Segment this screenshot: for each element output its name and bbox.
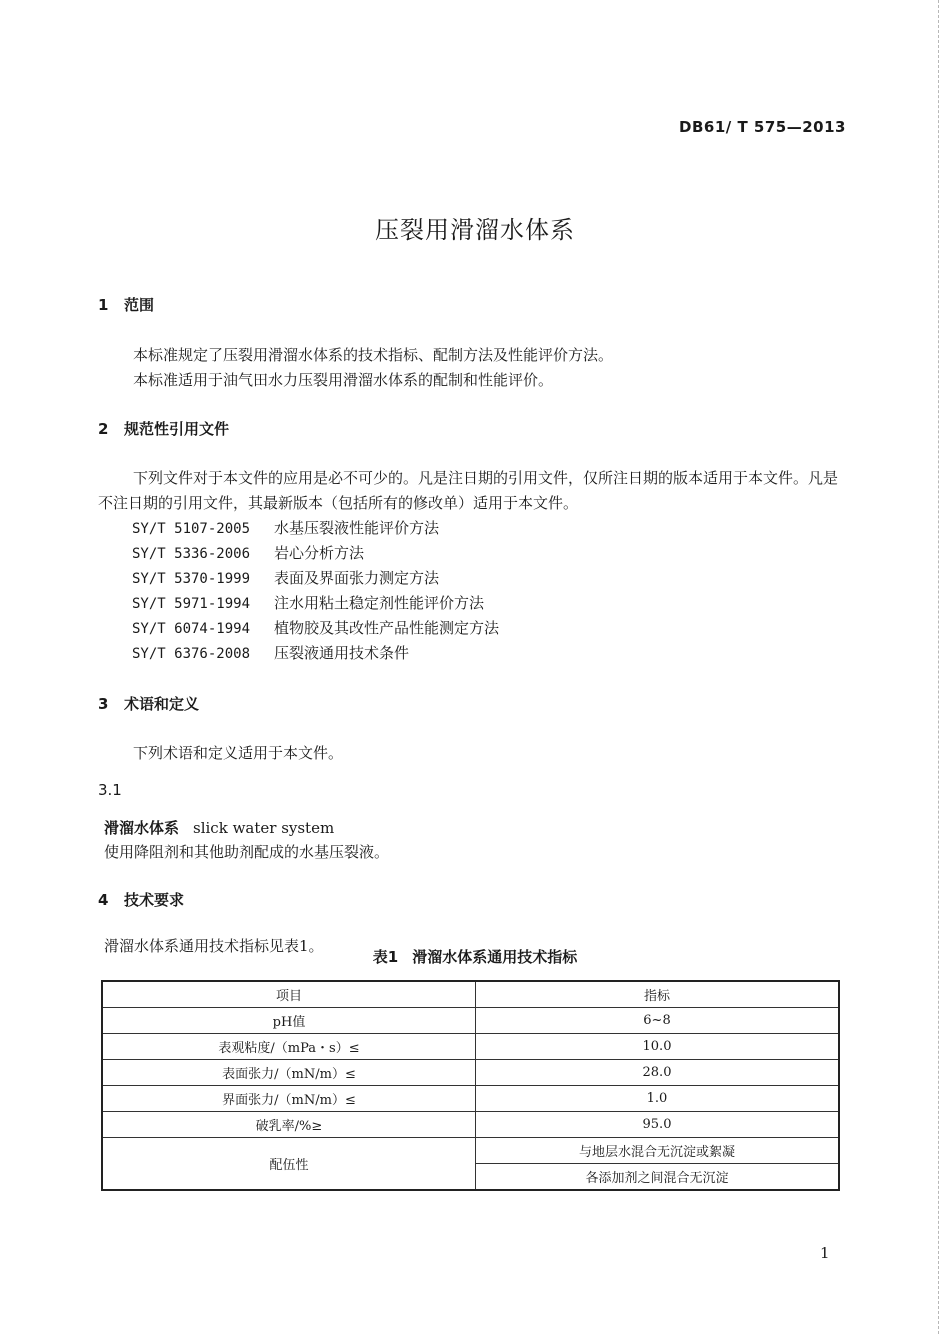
table-cell-value: 6~8 [476,1008,840,1034]
technical-specification-table [101,980,840,1191]
reference-code: SY/T 5370-1999 [132,571,251,587]
subclause-number: 3.1 [98,781,122,799]
scan-edge-artifact [938,0,942,1334]
reference-item [132,566,499,591]
technical-requirements-intro: 滑溜水体系通用技术指标见表1。 [104,937,324,955]
table-row [102,1034,839,1060]
reference-item [132,641,499,666]
section-4-heading [98,889,184,910]
reference-item [132,591,499,616]
reference-title: 岩心分析方法 [274,544,365,562]
section-title: 术语和定义 [124,695,200,713]
table-cell-item: 表面张力/（mN/m）≤ [102,1060,476,1086]
page-number: 1 [820,1244,830,1262]
reference-title: 植物胶及其改性产品性能测定方法 [274,619,500,637]
scope-paragraph-2: 本标准适用于油气田水力压裂用滑溜水体系的配制和性能评价。 [133,371,554,389]
table-row [102,1060,839,1086]
section-title: 范围 [124,296,155,314]
table-cell-value: 10.0 [476,1034,840,1060]
table-cell-item: 破乳率/%≥ [102,1112,476,1138]
table-cell-item: pH值 [102,1008,476,1034]
table-row [102,1086,839,1112]
reference-code: SY/T 5971-1994 [132,596,251,612]
section-number: 4 [98,891,109,909]
section-number: 1 [98,296,109,314]
normative-references-intro: 下列文件对于本文件的应用是必不可少的。凡是注日期的引用文件，仅所注日期的版本适用于本文件。凡是不注日期的引用文件，其最新版本（包括所有的修改单）适用于本文件。 [98,469,839,512]
table-cell-value: 95.0 [476,1112,840,1138]
terms-intro: 下列术语和定义适用于本文件。 [133,744,344,762]
reference-code: SY/T 5107-2005 [132,521,251,537]
reference-item [132,616,499,641]
reference-title: 表面及界面张力测定方法 [274,569,440,587]
reference-code: SY/T 5336-2006 [132,546,251,562]
standard-number: DB61/ T 575—2013 [679,118,846,136]
column-header-value: 指标 [476,981,840,1008]
term-chinese: 滑溜水体系 [104,819,180,837]
table-cell-item: 配伍性 [102,1138,476,1191]
table-caption-title: 滑溜水体系通用技术指标 [412,948,578,966]
section-2-heading [98,418,229,439]
section-1-heading [98,294,154,315]
term-definition: 使用降阻剂和其他助剂配成的水基压裂液。 [104,843,390,861]
reference-title: 压裂液通用技术条件 [274,644,410,662]
table-row [102,1138,839,1164]
table-caption-number: 表1 [372,948,399,966]
table-row [102,1112,839,1138]
table-cell-value: 28.0 [476,1060,840,1086]
reference-code: SY/T 6376-2008 [132,646,251,662]
table-cell-item: 表观粘度/（mPa・s）≤ [102,1034,476,1060]
reference-title: 注水用粘土稳定剂性能评价方法 [274,594,485,612]
reference-item [132,516,499,541]
section-3-heading [98,693,199,714]
table-row [102,1008,839,1034]
scope-paragraph-1: 本标准规定了压裂用滑溜水体系的技术指标、配制方法及性能评价方法。 [133,346,614,364]
table-cell-value: 各添加剂之间混合无沉淀 [476,1164,840,1191]
reference-code: SY/T 6074-1994 [132,621,251,637]
term-english: slick water system [193,819,335,837]
table-cell-value: 与地层水混合无沉淀或絮凝 [476,1138,840,1164]
reference-item [132,541,499,566]
reference-title: 水基压裂液性能评价方法 [274,519,440,537]
section-title: 规范性引用文件 [124,420,230,438]
section-number: 2 [98,420,109,438]
table-cell-value: 1.0 [476,1086,840,1112]
reference-list [132,516,499,666]
term-entry [104,816,334,841]
section-title: 技术要求 [124,891,185,909]
table-caption [0,946,950,967]
section-number: 3 [98,695,109,713]
table-header-row [102,981,839,1008]
table-cell-item: 界面张力/（mN/m）≤ [102,1086,476,1112]
column-header-item: 项目 [102,981,476,1008]
document-title: 压裂用滑溜水体系 [375,216,575,244]
